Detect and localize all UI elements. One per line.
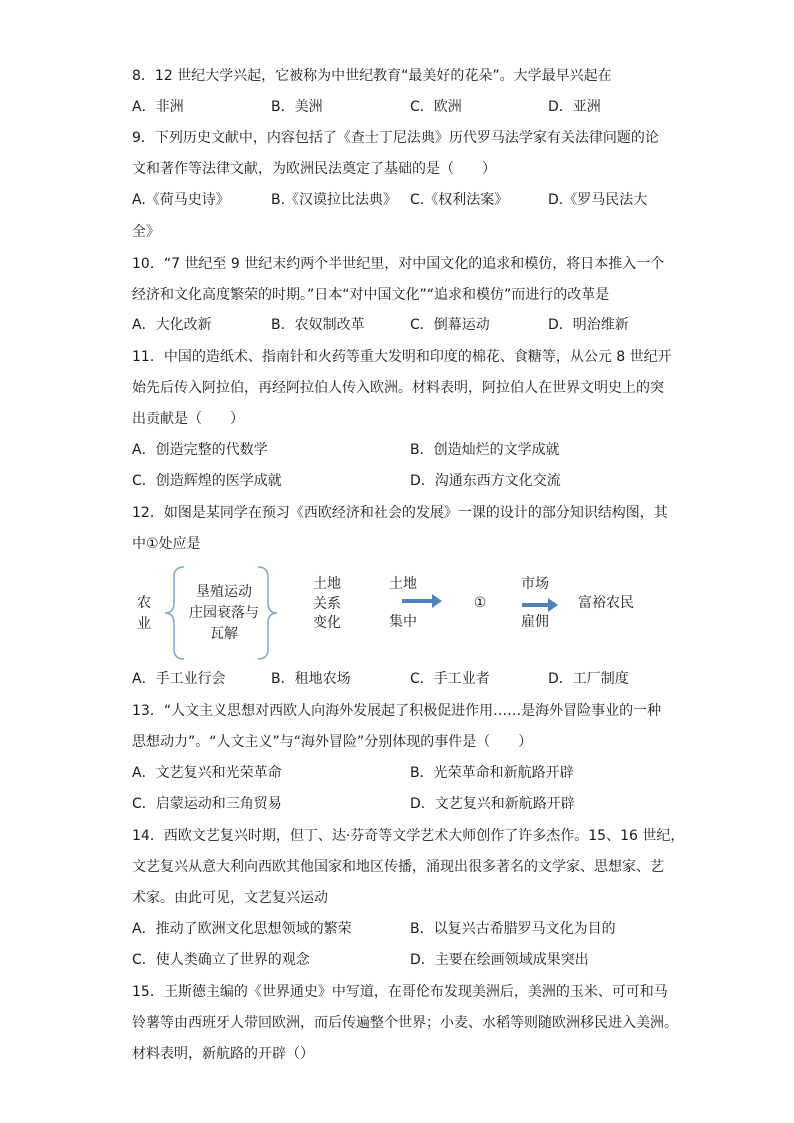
q14-stem-line2: 文艺复兴从意大利向西欧其他国家和地区传播，涌现出很多著名的文学家、思想家、艺 [132,859,664,875]
q8-stem: 8．12 世纪大学兴起，它被称为中世纪教育“最美好的花朵”。大学最早兴起在 [132,68,612,84]
q9-option-b[interactable]: B.《汉谟拉比法典》 [271,192,398,208]
diagram-concentrate: 集中 [389,614,417,630]
q10-option-c[interactable]: C．倒幕运动 [410,317,490,333]
q15-stem-line1: 15．王斯德主编的《世界通史》中写道，在哥伦布发现美洲后，美洲的玉米、可可和马 [132,984,668,1000]
q9-option-d[interactable]: D.《罗马民法大 [548,192,648,208]
q12-stem-line2: 中①处应是 [132,536,201,552]
diagram-land-rel-1: 土地 [313,576,341,592]
q11-option-c[interactable]: C．创造辉煌的医学成就 [132,473,282,489]
diagram-agriculture-char1: 农 [137,595,151,611]
q13-option-a[interactable]: A．文艺复兴和光荣革命 [132,765,282,781]
q14-option-a[interactable]: A．推动了欧洲文化思想领域的繁荣 [132,921,352,937]
q13-stem-line2: 思想动力”。“人文主义”与“海外冒险”分别体现的事件是（ ） [132,734,533,750]
q11-stem-line2: 始先后传入阿拉伯，再经阿拉伯人传入欧洲。材料表明，阿拉伯人在世界文明史上的突 [132,380,664,396]
q13-option-c[interactable]: C．启蒙运动和三角贸易 [132,796,282,812]
q12-stem-line1: 12．如图是某同学在预习《西欧经济和社会的发展》一课的设计的部分知识结构图，其 [132,505,668,521]
diagram-agriculture-char2: 业 [137,616,151,632]
q14-stem-line1: 14．西欧文艺复兴时期，但丁、达·芬奇等文学艺术大师创作了许多杰作。15、16 世纪， [132,828,685,844]
q8-option-b[interactable]: B．美洲 [271,99,323,115]
diagram-market: 市场 [521,576,549,592]
diagram-blank-1: ① [473,595,487,611]
diagram-reclamation: 垦殖运动 [196,584,252,600]
q11-option-d[interactable]: D．沟通东西方文化交流 [410,473,561,489]
diagram-collapse: 瓦解 [210,626,238,642]
q11-option-b[interactable]: B．创造灿烂的文学成就 [410,442,560,458]
q10-option-d[interactable]: D．明治维新 [548,317,629,333]
q13-option-b[interactable]: B．光荣革命和新航路开辟 [410,765,574,781]
diagram-rich-farmer: 富裕农民 [578,595,634,611]
q9-option-a[interactable]: A.《荷马史诗》 [132,192,230,208]
q12-option-c[interactable]: C．手工业者 [410,671,490,687]
q15-stem-line3: 材料表明，新航路的开辟（） [132,1046,314,1062]
q11-stem-line1: 11．中国的造纸术、指南针和火药等重大发明和印度的棉花、食糖等，从公元 8 世纪开 [132,349,672,365]
diagram-manor-decline: 庄园衰落与 [189,605,259,621]
q12-option-b[interactable]: B．租地农场 [271,671,351,687]
q8-option-c[interactable]: C．欧洲 [410,99,462,115]
q14-option-c[interactable]: C．使人类确立了世界的观念 [132,952,310,968]
arrow-1-icon [402,597,442,605]
q14-stem-line3: 术家。由此可见，文艺复兴运动 [132,890,328,906]
q10-stem-line2: 经济和文化高度繁荣的时期。”日本“对中国文化”“追求和模仿”而进行的改革是 [132,287,610,303]
diagram-land-rel-3: 变化 [313,615,341,631]
q9-stem-line2: 文和著作等法律文献，为欧洲民法奠定了基础的是（ ） [132,161,496,177]
q15-stem-line2: 铃薯等由西班牙人带回欧洲，而后传遍整个世界；小麦、水稻等则随欧洲移民进入美洲。 [132,1015,678,1031]
q8-option-d[interactable]: D．亚洲 [548,99,601,115]
q13-option-d[interactable]: D．文艺复兴和新航路开辟 [410,796,575,812]
diagram-land-rel-2: 关系 [313,596,341,612]
diagram-hire: 雇佣 [521,614,549,630]
q10-option-a[interactable]: A．大化改新 [132,317,212,333]
q14-option-d[interactable]: D．主要在绘画领域成果突出 [410,952,589,968]
q9-option-c[interactable]: C.《权利法案》 [410,192,509,208]
q13-stem-line1: 13．“人文主义思想对西欧人向海外发展起了积极促进作用……是海外冒险事业的一种 [132,703,662,719]
q12-option-a[interactable]: A．手工业行会 [132,671,226,687]
q9-option-d-cont: 全》 [132,224,160,240]
arrow-2-icon [522,601,558,609]
q11-option-a[interactable]: A．创造完整的代数学 [132,442,268,458]
q8-option-a[interactable]: A．非洲 [132,99,184,115]
left-brace [165,567,184,659]
q10-option-b[interactable]: B．农奴制改革 [271,317,365,333]
diagram-land: 土地 [389,576,417,592]
q10-stem-line1: 10．“7 世纪至 9 世纪末约两个半世纪里，对中国文化的追求和模仿，将日本推入一个 [132,256,665,272]
q9-stem-line1: 9．下列历史文献中，内容包括了《查士丁尼法典》历代罗马法学家有关法律问题的论 [132,130,659,146]
q11-stem-line3: 出贡献是（ ） [132,411,244,427]
q12-option-d[interactable]: D．工厂制度 [548,671,629,687]
q14-option-b[interactable]: B．以复兴古希腊罗马文化为目的 [410,921,616,937]
